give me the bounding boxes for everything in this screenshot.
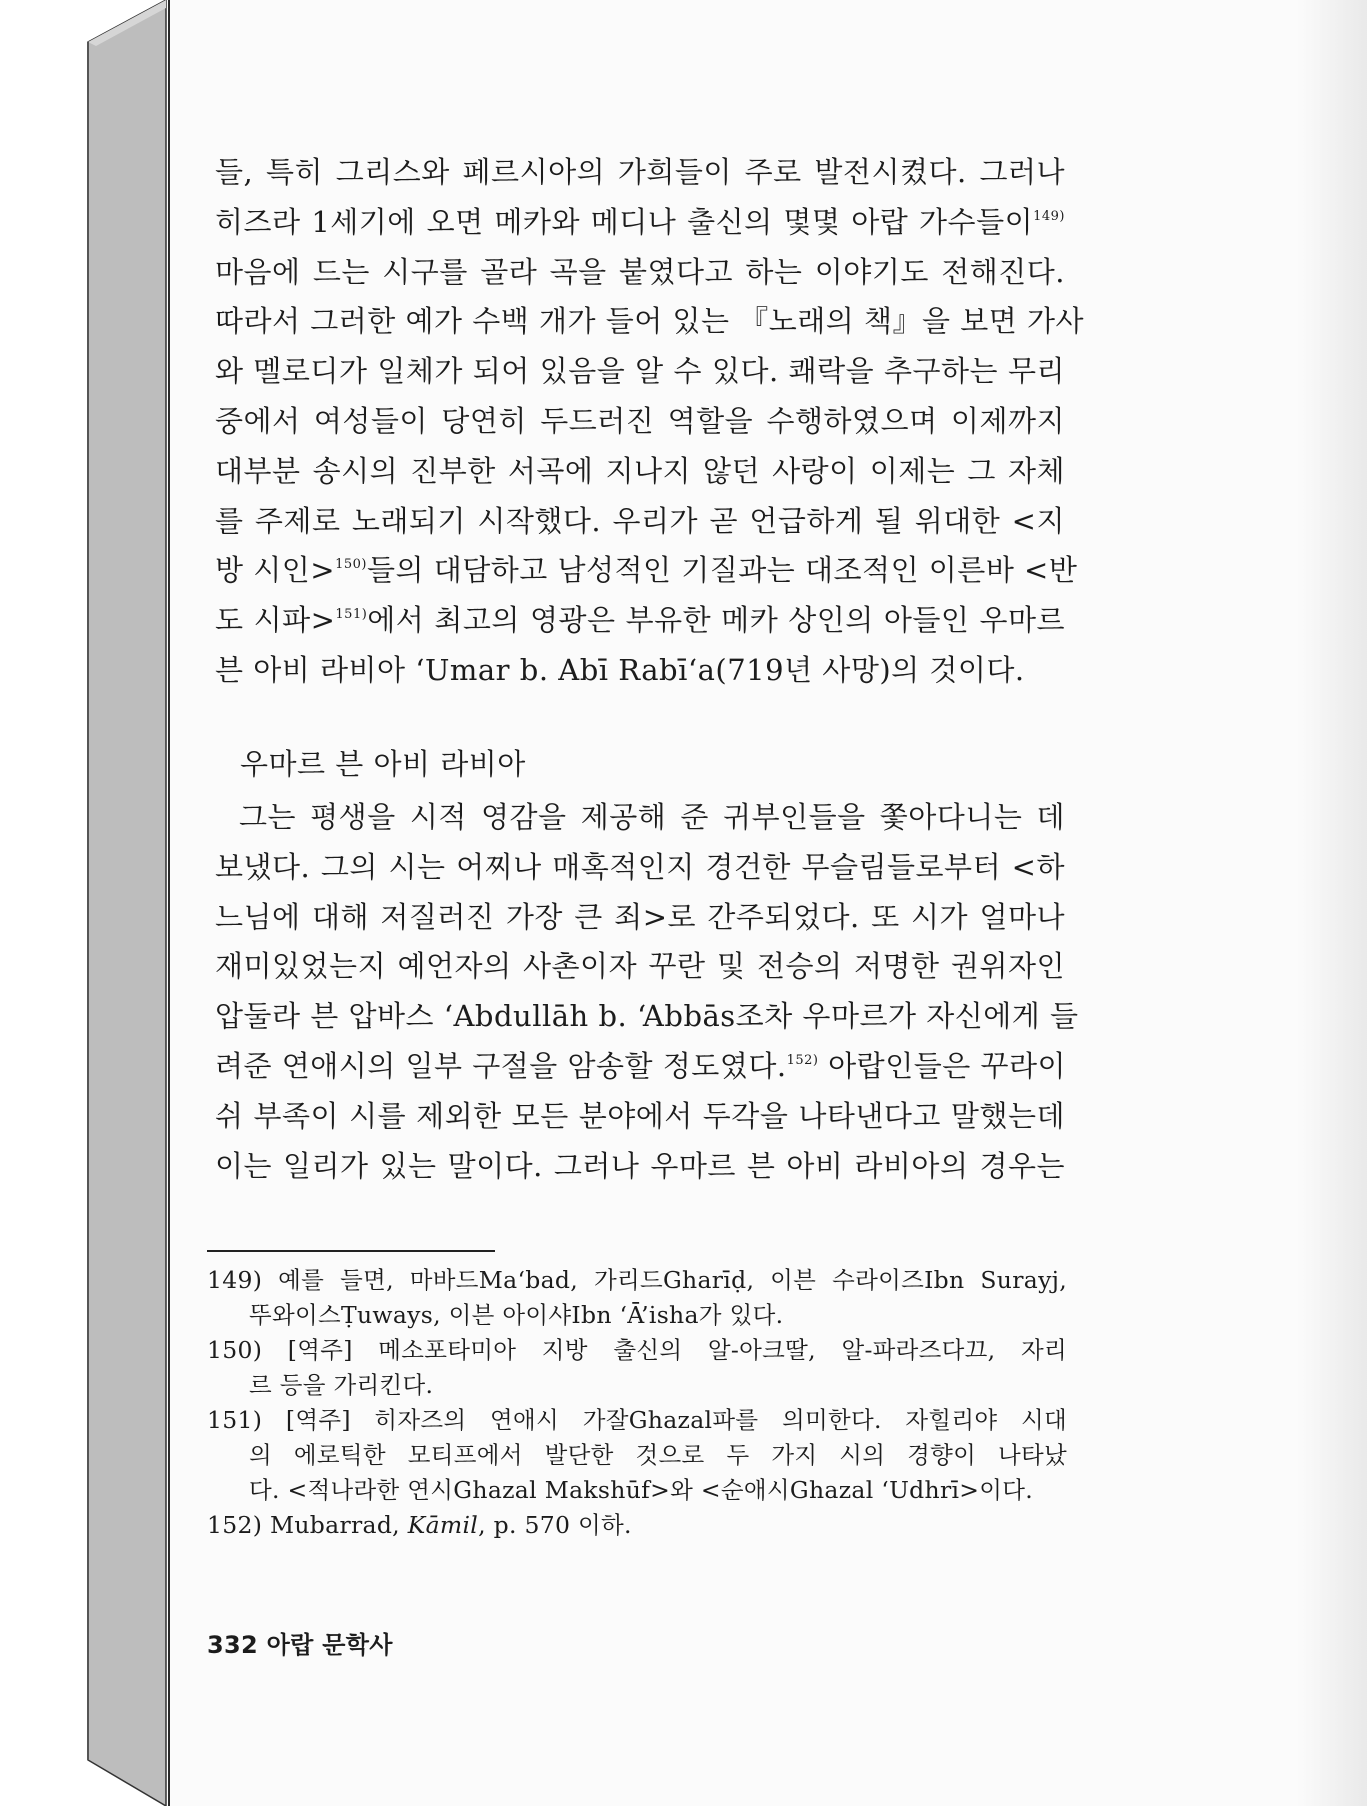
text-line: 쉬 부족이 시를 제외한 모든 분야에서 두각을 나타낸다고 말했는데 <box>215 1098 1065 1133</box>
text-line: 도 시파>$^{151)}$에서 최고의 영광은 부유한 메카 상인의 아들인 우마르 <box>215 603 1065 638</box>
page-edge-shadow <box>1297 0 1367 1806</box>
footnote-149: 149) 예를 들면, 마바드Ma‘bad, 가리드Gharīḍ, 이븐 수라이즈Ibn Surayj, <box>207 1266 1067 1294</box>
text-line: 를 주제로 노래되기 시작했다. 우리가 곧 언급하게 될 위대한 <지 <box>215 503 1065 538</box>
footnote-150: 150) [역주] 메소포타미아 지방 출신의 알-아크딸, 알-파라즈다끄, 자리 <box>207 1336 1067 1364</box>
text-line: 와 멜로디가 일체가 되어 있음을 알 수 있다. 쾌락을 추구하는 무리 <box>215 354 1065 389</box>
footnote-ref-152[interactable]: 152) <box>786 1052 819 1068</box>
text-line: 마음에 드는 시구를 골라 곡을 붙였다고 하는 이야기도 전해진다. <box>215 254 1065 289</box>
text-line: 그는 평생을 시적 영감을 제공해 준 귀부인들을 쫓아다니는 데 <box>239 800 1065 834</box>
text-line: 려준 연애시의 일부 구절을 암송할 정도였다.$^{152)}$ 아랍인들은 꾸라이 <box>215 1048 1067 1083</box>
footnote-151-cont: 의 에로틱한 모티프에서 발단한 것으로 두 가지 시의 경향이 나타났 <box>249 1441 1067 1469</box>
footnote-divider <box>207 1250 495 1252</box>
text-line: 들, 특히 그리스와 페르시아의 가희들이 주로 발전시켰다. 그러나 <box>215 155 1065 189</box>
footnote-ref-150[interactable]: 150) <box>335 557 367 573</box>
text-line: 느님에 대해 저질러진 가장 큰 죄>로 간주되었다. 또 시가 얼마나 <box>215 899 1065 934</box>
footnote-150-cont: 르 등을 가리킨다. <box>249 1371 434 1399</box>
text-line: 븐 아비 라비아 ‘Umar b. Abī Rabī‘a(719년 사망)의 것이다. <box>215 652 1025 687</box>
text-line: 방 시인>$^{150)}$들의 대담하고 남성적인 기질과는 대조적인 이른바 <반 <box>215 553 1078 588</box>
text-line: 이는 일리가 있는 말이다. 그러나 우마르 븐 아비 라비아의 경우는 <box>215 1148 1065 1183</box>
footnote-152: 152) Mubarrad, Kāmil, p. 570 이하. <box>207 1511 632 1539</box>
text-line: 보냈다. 그의 시는 어찌나 매혹적인지 경건한 무슬림들로부터 <하 <box>215 849 1065 884</box>
text-line: 압둘라 븐 압바스 ‘Abdullāh b. ‘Abbās조차 우마르가 자신에게 들 <box>215 999 1079 1034</box>
book-title: Kāmil <box>407 1511 479 1539</box>
text-line: 중에서 여성들이 당연히 두드러진 역할을 수행하였으며 이제까지 <box>215 403 1065 438</box>
section-heading: 우마르 븐 아비 라비아 <box>240 747 526 781</box>
text-line: 따라서 그러한 예가 수백 개가 들어 있는 『노래의 책』을 보면 가사 <box>215 304 1085 339</box>
book-spine <box>0 0 170 1806</box>
footnotes <box>207 1263 1067 1543</box>
text-line: 대부분 송시의 진부한 서곡에 지나지 않던 사랑이 이제는 그 자체 <box>215 453 1065 488</box>
footnote-ref-151[interactable]: 151) <box>335 607 368 623</box>
footnote-151: 151) [역주] 히자즈의 연애시 가잘Ghazal파를 의미한다. 자힐리야 시대 <box>207 1406 1067 1434</box>
footnote-151-cont: 다. <적나라한 연시Ghazal Makshūf>와 <순애시Ghazal ‘Udhrī>이다. <box>249 1476 1034 1504</box>
page-footer: 332 아랍 문학사 <box>207 1631 393 1659</box>
footnote-ref-149[interactable]: 149) <box>1033 208 1065 224</box>
paragraph-umar <box>215 792 1079 1190</box>
footnote-149-cont: 뚜와이스Ṭuways, 이븐 아이샤Ibn ‘Ā’isha가 있다. <box>249 1301 784 1329</box>
paragraph-intro <box>215 148 1085 696</box>
text-line: 재미있었는지 예언자의 사촌이자 꾸란 및 전승의 저명한 권위자인 <box>215 949 1065 984</box>
text-line: 히즈라 1세기에 오면 메카와 메디나 출신의 몇몇 아랍 가수들이$^{149)}$ <box>215 204 1065 239</box>
